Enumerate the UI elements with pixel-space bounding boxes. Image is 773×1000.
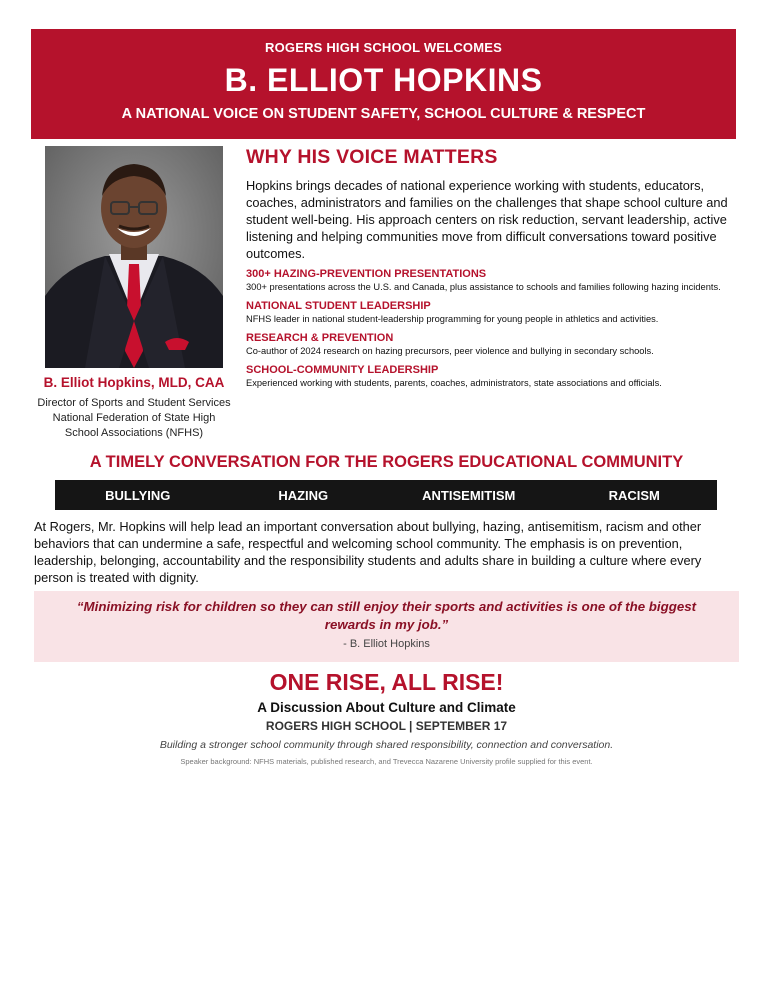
highlight-item [246, 300, 736, 326]
highlight-text: Co-author of 2024 research on hazing precursors, peer violence and bullying in secondary schools. [246, 346, 654, 356]
event-subtitle: A Discussion About Culture and Climate [257, 700, 516, 715]
timely-heading: A TIMELY CONVERSATION FOR THE ROGERS EDUCATIONAL COMMUNITY [89, 453, 684, 471]
conversation-paragraph: At Rogers, Mr. Hopkins will help lead an important conversation about bullying, hazing, antisemitism, racism and other behaviors that can undermine a safe, respectful and welcoming school community. The emphasis is on prevention, leadership, belonging, accountability and the responsibility students and adults share in building a culture where every person is treated with dignity. [34, 519, 702, 585]
quote-author: - B. Elliot Hopkins [343, 638, 430, 650]
why-intro: Hopkins brings decades of national experience working with students, educators, coaches, administrators and families on the challenges that shape school culture and student well-being. His approach centers on risk reduction, servant leadership, active listening and helping communities move from difficult conversations toward positive outcomes. [246, 178, 728, 261]
topic-racism: RACISM [608, 487, 660, 503]
why-section [246, 146, 736, 390]
speaker-title-line: Director of Sports and Student Services [37, 397, 231, 409]
highlight-text: NFHS leader in national student-leadership programming for young people in athletics and activities. [246, 314, 659, 324]
highlight-text: 300+ presentations across the U.S. and Canada, plus assistance to schools and families following hazing incidents. [246, 282, 721, 292]
speaker-title-line: National Federation of State High [52, 412, 216, 424]
quote-text: “Minimizing risk for children so they can still enjoy their sports and activities is one of the biggest rewards in my job.” [76, 599, 697, 632]
speaker-title [30, 396, 238, 441]
event-tagline: Building a stronger school community through shared responsibility, connection and conversation. [159, 739, 614, 751]
header-banner [31, 29, 736, 139]
highlight-title: RESEARCH & PREVENTION [246, 332, 394, 344]
event-details: ROGERS HIGH SCHOOL | SEPTEMBER 17 [265, 719, 508, 733]
highlight-title: 300+ HAZING-PREVENTION PRESENTATIONS [246, 268, 487, 280]
speaker-photo [45, 146, 223, 368]
topic-hazing: HAZING [278, 487, 329, 503]
speaker-name: B. Elliot Hopkins, MLD, CAA [43, 375, 225, 390]
highlight-item [246, 364, 736, 390]
highlight-text: Experienced working with students, parents, coaches, administrators, state associations and officials. [246, 378, 662, 388]
why-heading: WHY HIS VOICE MATTERS [246, 146, 498, 168]
topic-bar [55, 480, 717, 510]
highlight-title: SCHOOL-COMMUNITY LEADERSHIP [246, 364, 439, 376]
banner-tagline: A NATIONAL VOICE ON STUDENT SAFETY, SCHOOL CULTURE & RESPECT [121, 106, 646, 122]
highlight-item [246, 332, 736, 358]
topic-antisemitism: ANTISEMITISM [422, 487, 516, 503]
source-note: Speaker background: NFHS materials, published research, and Trevecca Nazarene University profile supplied for this event. [180, 757, 593, 766]
banner-welcome: ROGERS HIGH SCHOOL WELCOMES [264, 40, 502, 55]
quote-box [34, 591, 739, 662]
speaker-title-line: School Associations (NFHS) [64, 427, 204, 439]
topic-bullying: BULLYING [105, 487, 171, 503]
speaker-headline: B. ELLIOT HOPKINS [224, 62, 543, 98]
highlight-title: NATIONAL STUDENT LEADERSHIP [246, 300, 431, 312]
event-slogan: ONE RISE, ALL RISE! [269, 669, 504, 695]
highlight-item [246, 268, 736, 294]
